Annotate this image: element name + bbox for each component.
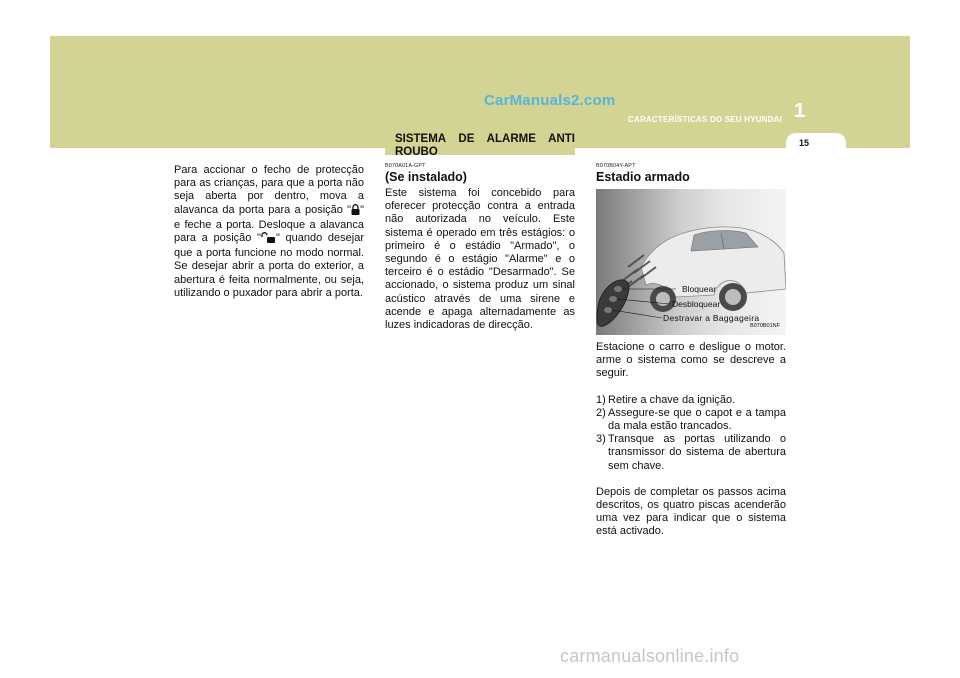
page-number: 15 — [799, 138, 810, 148]
alarm-system-intro — [385, 163, 575, 332]
step-number: 1) — [596, 393, 606, 406]
armed-intro-text: Estacione o carro e desligue o motor. arme o sistema como se descreve a seguir. — [596, 341, 786, 380]
step-text: Assegure-se que o capot e a tampa da mala estão trancados. — [608, 406, 786, 433]
chapter-number: 1 — [794, 100, 806, 122]
step-number: 3) — [596, 433, 606, 446]
chapter-title: CARACTERÍSTICAS DO SEU HYUNDAI — [628, 115, 783, 124]
label-lock: Bloquear — [682, 284, 717, 294]
lock-open-icon — [261, 232, 276, 247]
section-title-line1: SISTEMA DE ALARME ANTI — [395, 133, 575, 145]
child-lock-text-1: Para accionar o fecho de protecção para as crianças, para que a porta não seja aberta por dentro, mova a alavanca da porta para a posição " — [174, 164, 364, 216]
list-item — [596, 433, 786, 473]
child-lock-paragraph — [174, 164, 364, 300]
list-item — [596, 394, 786, 407]
step-text: Retire a chave da ignição. — [608, 393, 736, 406]
child-lock-text-3: " quando desejar que a porta funcione no modo normal. Se desejar abrir a porta do exterior, a abertura é feita normalmente, ou seja, utilizando o puxador para abrir a porta. — [174, 232, 364, 299]
watermark-top[interactable]: CarManuals2.com — [484, 92, 616, 109]
list-item — [596, 407, 786, 433]
page-number-tab — [786, 133, 846, 155]
lock-closed-icon — [351, 204, 360, 219]
armed-stage-heading: Estadio armado — [596, 170, 690, 184]
watermark-bottom[interactable]: carmanualsonline.info — [560, 646, 740, 666]
label-unlock: Desbloquear — [672, 299, 721, 309]
child-lock-text-2: " e feche a porta. Desloque a alavanca para a posição " — [174, 203, 364, 245]
alarm-system-description: Este sistema foi concebido para oferecer protecção contra a entrada não autorizada no veículo. Este sistema é operado em três estágios: o primeiro é o estádio "Armado", o segundo é o estágio "Alarme" e o terceiro é o estádio "Desarmado". Se accionado, o sistema produz um sinal acústico através de uma sirene e acende e apaga alternadamente as luzes indicadoras de direcção. — [385, 187, 575, 332]
car-remote-figure — [596, 189, 786, 335]
step-text: Transque as portas utilizando o transmissor do sistema de abertura sem chave. — [608, 433, 786, 472]
figure-code: B070B01NF — [750, 322, 780, 329]
section-code: B070A01A-GPT — [385, 163, 426, 169]
label-trunk: Destravar a Baggageira — [663, 313, 760, 323]
step-number: 2) — [596, 406, 606, 419]
section-title — [395, 133, 575, 159]
armed-closing-text: Depois de completar os passos acima descritos, os quatro piscas acenderão uma vez para indicar que o sistema está activado. — [596, 485, 786, 538]
section-code: B070B04Y-APT — [596, 163, 636, 169]
armed-stage-section — [596, 163, 786, 539]
section-title-line2: ROUBO — [395, 146, 438, 158]
if-installed-heading: (Se instalado) — [385, 170, 467, 184]
arming-steps-list — [596, 394, 786, 473]
